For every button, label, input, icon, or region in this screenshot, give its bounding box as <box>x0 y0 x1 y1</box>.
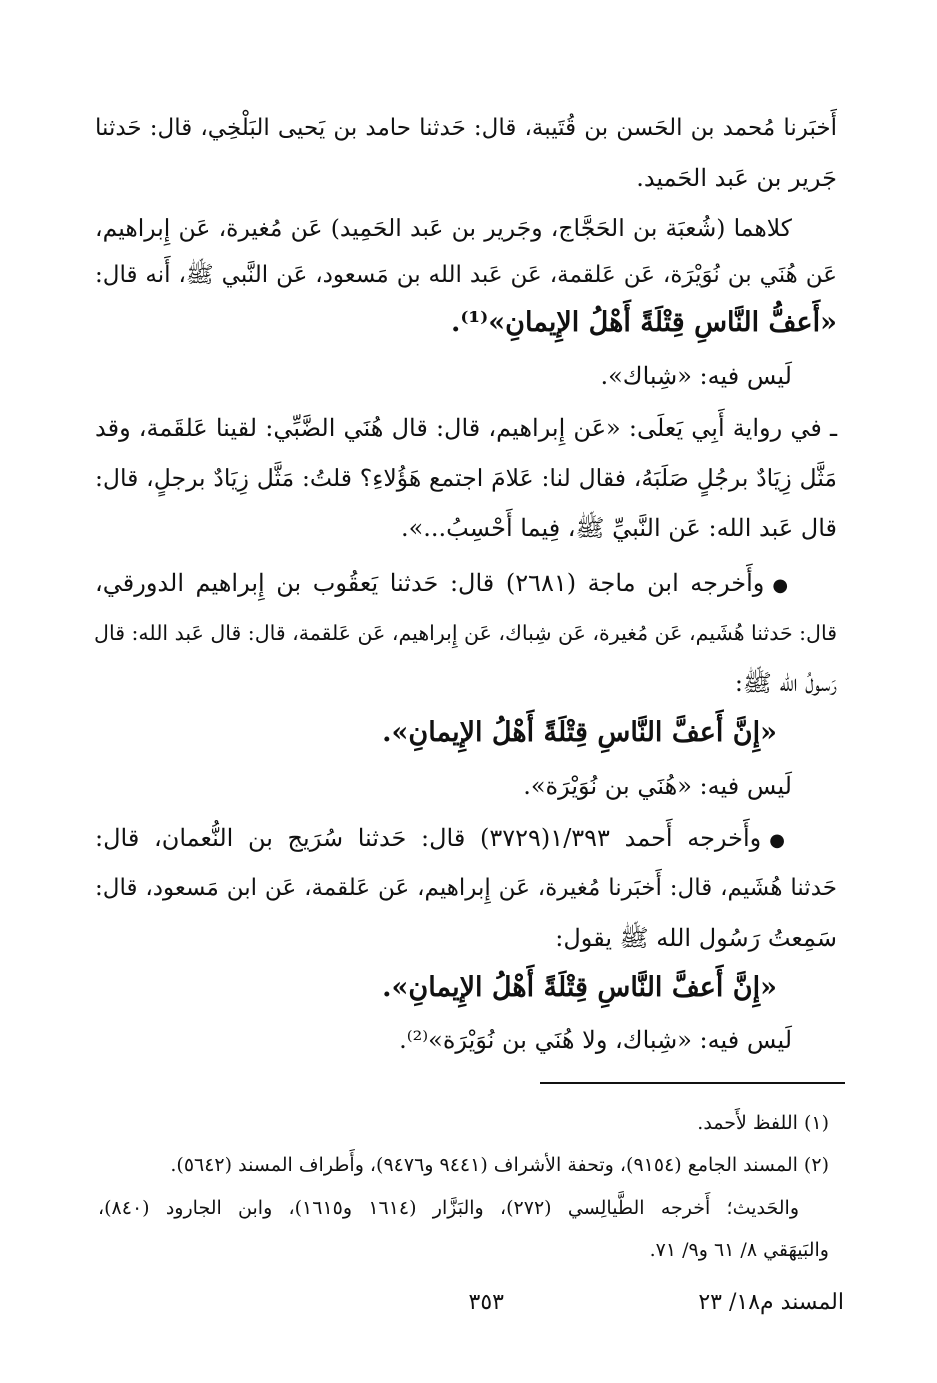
text-line: لَيس فيه: «هُنَي بن نُوَيْرَة». <box>523 772 792 800</box>
text-run: وأَخرجه ابن ماجة (٢٦٨١) قال: حَدثنا يَعقُوب بن إِبراهيم الدورقي، <box>95 569 765 597</box>
text-line: قال: حَدثنا هُشَيم، عَن مُغيرة، عَن شِباك، عَن إِبراهيم، عَن عَلقمة، قال: قال عَبد الله: قال <box>94 621 837 645</box>
text-line <box>95 565 792 604</box>
footnote: (١) اللفظ لأَحمد. <box>697 1112 829 1134</box>
text-line: لَيس فيه: «شِباك، ولا هُنَي بن نُوَيْرَة»⁽²⁾. <box>399 1026 792 1054</box>
text-line: قال عَبد الله: عَن النَّبيِّ ﷺ، فِيما أَحْسِبُ...». <box>400 514 837 542</box>
text-line: كلاهما (شُعبَة بن الحَجَّاج، وجَرير بن عَبد الحَمِيد) عَن مُغيرة، عَن إِبراهيم، <box>95 214 792 242</box>
text-run: وأَخرجه أَحمد ١/٣٩٣(٣٧٢٩) قال: حَدثنا سُرَيج بن النُّعمان، قال: <box>95 824 762 852</box>
footnote: والبَيهَقي ٨/ ٦١ و٩/ ٧١. <box>649 1239 829 1261</box>
volume-marker: المسند م١٨/ ٢٣ <box>698 1290 844 1315</box>
bullet-icon <box>764 569 792 597</box>
footnote: (٢) المسند الجامع (٩١٥٤)، وتحفة الأشراف (٩٤٤١ و٩٤٧٦)، وأَطراف المسند (٥٦٤٢). <box>170 1154 829 1176</box>
text-line: جَرير بن عَبد الحَميد. <box>636 164 837 192</box>
text-line: أَخبَرنا مُحمد بن الحَسن بن قُتَيبة، قال: حَدثنا حامد بن يَحيى البَلْخِي، قال: حَدثنا <box>95 115 837 141</box>
footnote: والحَديث؛ أَخرجه الطَّيالِسي (٢٧٢)، والبَزَّار (١٦١٤ و١٦١٥)، وابن الجارود (٨٤٠)، <box>98 1197 799 1219</box>
text-line: سَمِعتُ رَسُول الله ﷺ يقول: <box>555 924 837 952</box>
text-line: عَن هُنَي بن نُوَيْرَة، عَن عَلقمة، عَن عَبد الله بن مَسعود، عَن النَّبي ﷺ، أَنه قال: <box>95 262 837 288</box>
text-line: مَثَّل زِيَادٌ برجُلٍ صَلَبَهُ، فقال لنا: عَلامَ اجتمع هَؤُلاءِ؟ قلتُ: مَثَّل زِيَادٌ برجلٍ، قال: <box>95 464 837 492</box>
footnote-divider <box>540 1082 845 1084</box>
text-line <box>95 820 792 859</box>
bullet-icon <box>761 824 792 852</box>
page-number: ٣٥٣ <box>468 1290 504 1315</box>
hadith-quote: «إِنَّ أَعفَّ النَّاسِ قِتْلَةً أَهْلُ الإِيمانِ». <box>382 717 777 748</box>
text-line: حَدثنا هُشَيم، قال: أَخبَرنا مُغيرة، عَن إِبراهيم، عَن عَلقمة، عَن ابن مَسعود، قال: <box>95 875 837 901</box>
hadith-quote: «إِنَّ أَعفَّ النَّاسِ قِتْلَةً أَهْلُ الإِيمانِ». <box>382 972 777 1003</box>
hadith-quote: «أَعفُّ النَّاسِ قِتْلَةً أَهْلُ الإِيمانِ»⁽¹⁾. <box>450 307 837 338</box>
text-line: ـ في رواية أَبِي يَعلَى: «عَن إِبراهيم، قال: قال هُنَي الضَّبِّي: لقينا عَلقَمة، وقد <box>95 414 838 442</box>
text-line: لَيس فيه: «شِباك». <box>600 362 792 390</box>
text-line: رَسولُ الله ﷺ: <box>734 669 837 697</box>
